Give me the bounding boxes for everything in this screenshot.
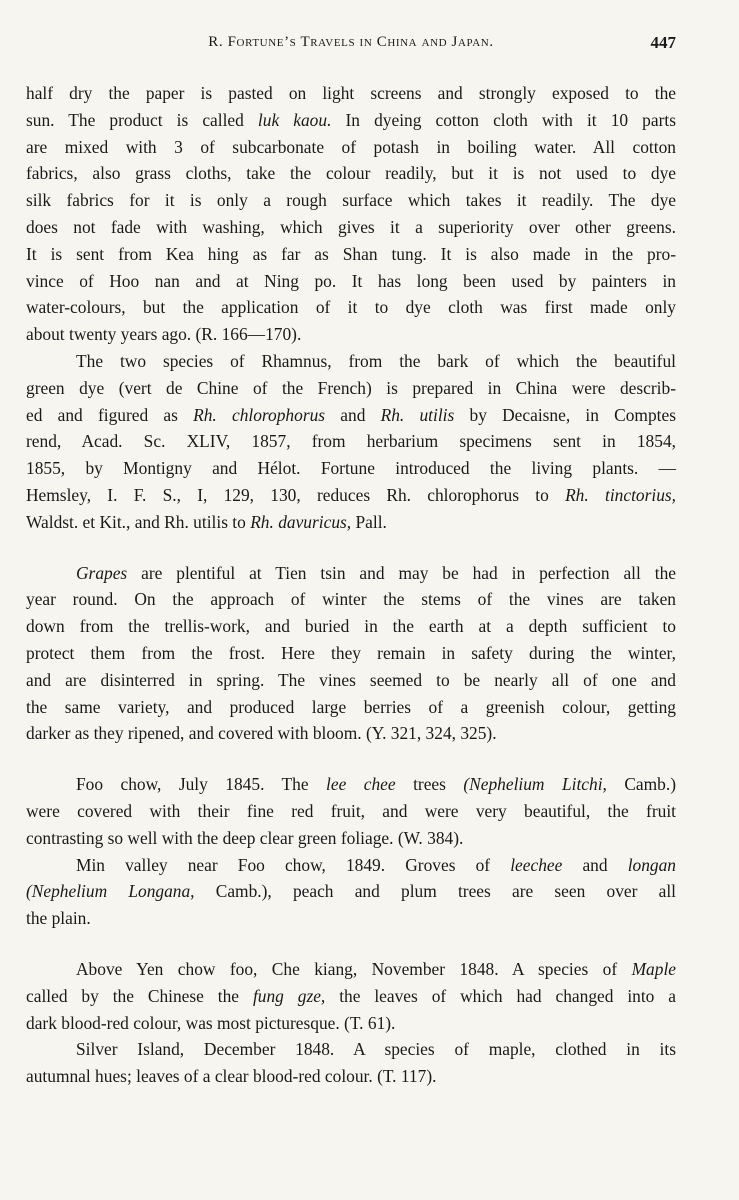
text-line: Grapes are plentiful at Tien tsin and may be had in perfection all the [76, 562, 676, 583]
text-line: down from the trellis-work, and buried in the earth at a depth sufficient to [26, 616, 676, 637]
text-line: green dye (vert de Chine of the French) is prepared in China were describ- [26, 377, 676, 398]
book-page [26, 0, 676, 1200]
text-line: half dry the paper is pasted on light screens and strongly exposed to the [26, 83, 676, 103]
text-line: does not fade with washing, which gives it a superiority over other greens. [26, 216, 676, 237]
text-line: It is sent from Kea hing as far as Shan tung. It is also made in the pro- [26, 243, 676, 264]
paragraph-min-valley [26, 852, 676, 932]
text-line: Foo chow, July 1845. The lee chee trees (Nephelium Litchi, Camb.) [76, 774, 677, 795]
page-header [26, 34, 676, 58]
text-line: 1855, by Montigny and Hélot. Fortune introduced the living plants. — [26, 458, 676, 479]
section-gap [26, 747, 676, 771]
text-line: the same variety, and produced large berries of a greenish colour, getting [26, 696, 676, 717]
text-line: called by the Chinese the fung gze, the leaves of which had changed into a [26, 985, 677, 1006]
text-line: year round. On the approach of winter the stems of the vines are taken [26, 589, 676, 610]
paragraph-maple [26, 956, 676, 1036]
text-line: are mixed with 3 of subcarbonate of potash in boiling water. All cotton [26, 136, 676, 157]
text-line: fabrics, also grass cloths, take the colour readily, but it is not used to dye [26, 163, 676, 184]
section-gap [26, 536, 676, 560]
text-line: (Nephelium Longana, Camb.), peach and plum trees are seen over all [26, 881, 676, 902]
text-line: darker as they ripened, and covered with bloom. (Y. 321, 324, 325). [26, 723, 497, 744]
text-line: the plain. [26, 908, 91, 929]
text-line: silk fabrics for it is only a rough surface which takes it readily. The dye [26, 190, 676, 211]
text-line: vince of Hoo nan and at Ning po. It has long been used by painters in [26, 270, 676, 291]
text-line: Silver Island, December 1848. A species of maple, clothed in its [76, 1039, 676, 1060]
text-line: dark blood-red colour, was most picturesque. (T. 61). [26, 1012, 396, 1033]
paragraph-silver-island [26, 1036, 676, 1090]
text-line: Min valley near Foo chow, 1849. Groves of leechee and longan [76, 854, 676, 875]
paragraph-grapes [26, 560, 676, 748]
paragraph-rhamnus [26, 348, 676, 536]
page-number: 447 [650, 33, 676, 52]
section-gap [26, 932, 676, 956]
text-line: were covered with their fine red fruit, and were very beautiful, the fruit [26, 800, 676, 821]
text-line: The two species of Rhamnus, from the bark of which the beautiful [76, 350, 676, 371]
text-line: sun. The product is called luk kaou. In dyeing cotton cloth with it 10 parts [26, 109, 676, 130]
body-text [26, 80, 676, 1090]
text-line: rend, Acad. Sc. XLIV, 1857, from herbarium specimens sent in 1854, [26, 431, 676, 452]
text-line: Waldst. et Kit., and Rh. utilis to Rh. davuricus, Pall. [26, 511, 387, 532]
running-title: R. Fortune’s Travels in China and Japan. [208, 34, 494, 50]
text-line: ed and figured as Rh. chlorophorus and Rh. utilis by Decaisne, in Comptes [26, 404, 676, 425]
text-line: Above Yen chow foo, Che kiang, November 1848. A species of Maple [76, 958, 676, 979]
text-line: contrasting so well with the deep clear green foliage. (W. 384). [26, 827, 464, 848]
text-line: autumnal hues; leaves of a clear blood-red colour. (T. 117). [26, 1066, 437, 1087]
text-line: Hemsley, I. F. S., I, 129, 130, reduces Rh. chlorophorus to Rh. tinctorius, [26, 484, 677, 505]
text-line: water-colours, but the application of it to dye cloth was first made only [26, 297, 676, 318]
paragraph-lee-chee [26, 771, 676, 851]
text-line: protect them from the frost. Here they remain in safety during the winter, [26, 642, 676, 663]
text-line: and are disinterred in spring. The vines seemed to be nearly all of one and [26, 669, 676, 690]
text-line: about twenty years ago. (R. 166—170). [26, 324, 302, 345]
paragraph-dye-luk-kaou [26, 80, 676, 348]
